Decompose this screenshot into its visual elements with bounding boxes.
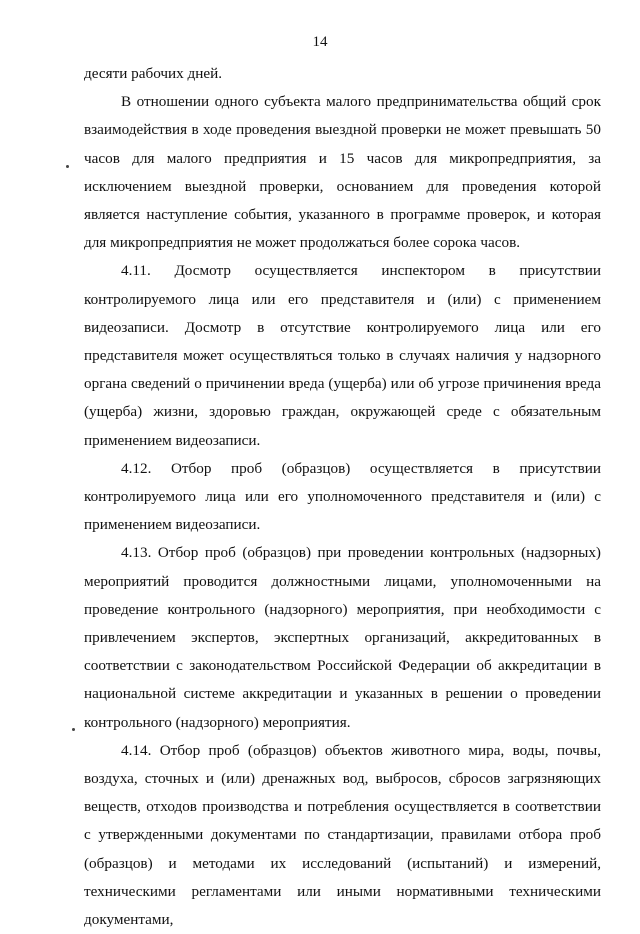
page-number: 14 — [312, 34, 328, 50]
scan-speck-mark — [72, 728, 75, 731]
paragraph-5-item-4-13: 4.13. Отбор проб (образцов) при проведении контрольных (надзорных) мероприятий проводится должностными лицами, уполномоченными на проведение контрольного (надзорного) мероприятия, при необходимости с привлечением экспертов, экспертных организаций, аккредитованных в соответствии с законодательством Российской Федерации об аккредитации в национальной системе аккредитации и указанных в решении о проведении контрольного (надзорного) мероприятия. — [84, 544, 601, 731]
paragraph-1: десяти рабочих дней. — [84, 65, 223, 82]
scan-speck-mark — [66, 165, 69, 168]
paragraph-3-item-4-11: 4.11. Досмотр осуществляется инспектором в присутствии контролируемого лица или его представителя и (или) с применением видеозаписи. Досмотр в отсутствие контролируемого лица или его представителя может осуществляться только в случаях наличия у надзорного органа сведений о причинении вреда (ущерба) или об угрозе причинения вреда (ущерба) жизни, здоровью граждан, окружающей среде с обязательным применением видеозаписи. — [84, 262, 601, 449]
document-body — [84, 60, 601, 934]
paragraph-6-item-4-14: 4.14. Отбор проб (образцов) объектов животного мира, воды, почвы, воздуха, сточных и (или) дренажных вод, выбросов, сбросов загрязняющих веществ, отходов производства и потребления осуществляется в соответствии с утвержденными документами по стандартизации, правилами отбора проб (образцов) и методами их исследований (испытаний) и измерений, техническими регламентами или иными нормативными техническими документами, — [84, 741, 601, 929]
paragraph-4-item-4-12: 4.12. Отбор проб (образцов) осуществляется в присутствии контролируемого лица или его уполномоченного представителя и (или) с применением видеозаписи. — [84, 459, 601, 534]
paragraph-2: В отношении одного субъекта малого предпринимательства общий срок взаимодействия в ходе проведения выездной проверки не может превышать 50 часов для малого предприятия и 15 часов для микропредприятия, за исключением выездной проверки, основанием для проведения которой является наступление события, указанного в программе проверок, и которая для микропредприятия не может продолжаться более сорока часов. — [84, 93, 601, 252]
